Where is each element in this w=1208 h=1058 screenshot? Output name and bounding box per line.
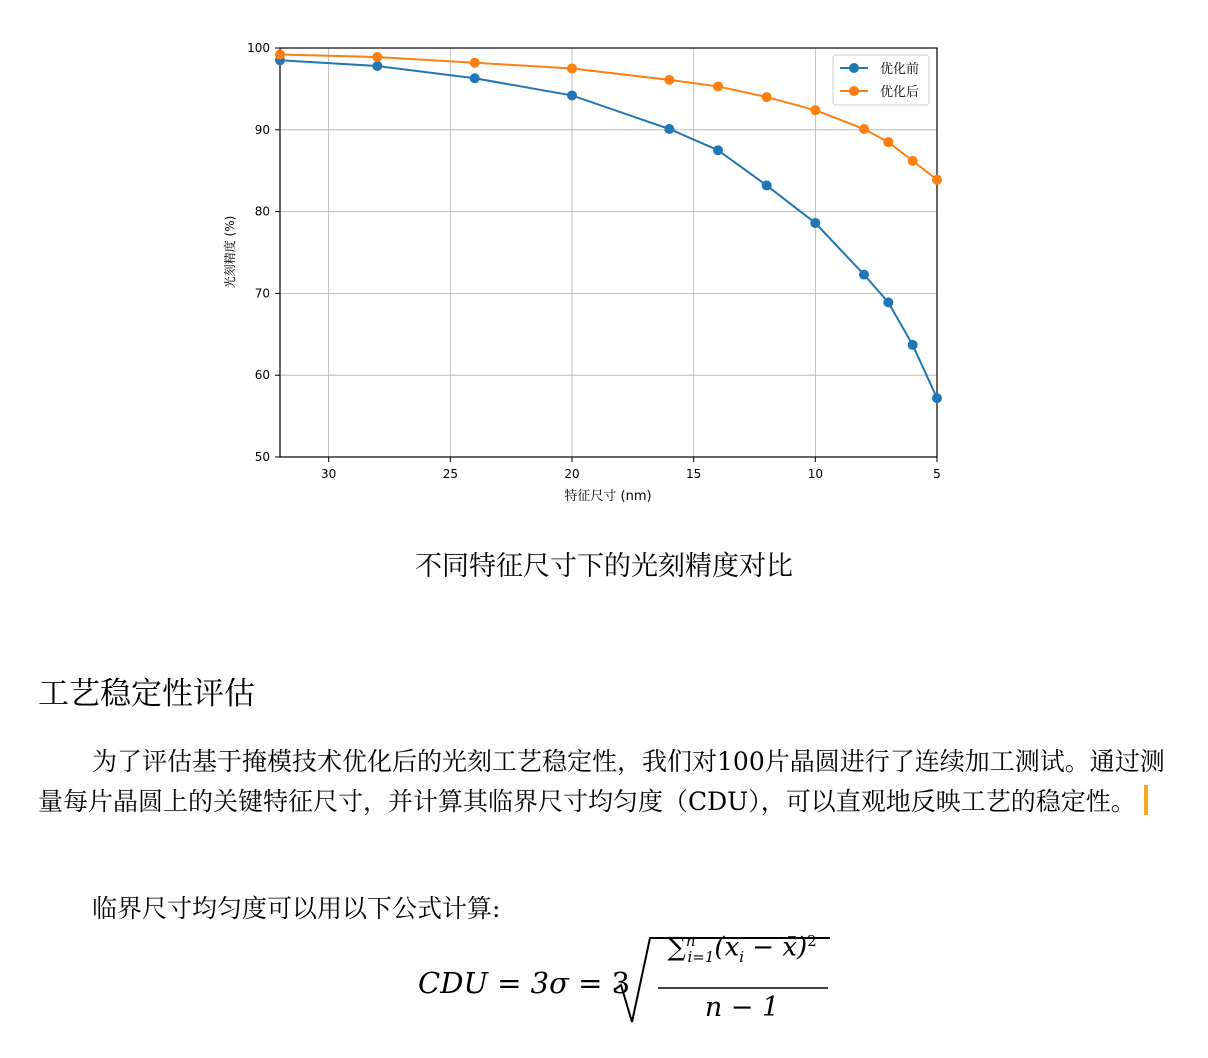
plot-area	[280, 48, 937, 457]
y-tick-label: 90	[254, 122, 270, 137]
paragraph-stability	[38, 742, 1170, 822]
data-point	[762, 180, 772, 190]
data-point	[883, 137, 893, 147]
y-axis-label: 光刻精度 (%)	[223, 215, 237, 289]
legend-label: 优化前	[880, 62, 920, 77]
section-heading: 工艺稳定性评估	[38, 675, 255, 712]
x-tick-label: 5	[933, 467, 941, 481]
x-tick-label: 30	[321, 467, 337, 481]
data-point	[372, 52, 382, 62]
formula-denominator: n − 1	[704, 992, 780, 1023]
legend-marker	[849, 86, 859, 96]
legend-label: 优化后	[880, 85, 920, 100]
sum-lower: i=1	[687, 947, 715, 966]
data-point	[470, 73, 480, 83]
data-point	[932, 393, 942, 403]
text-cursor	[1144, 785, 1148, 815]
data-point	[810, 105, 820, 115]
term-open: (x	[714, 932, 740, 963]
y-tick-label: 100	[247, 41, 270, 55]
data-point	[567, 90, 577, 100]
data-point	[932, 175, 942, 185]
x-tick-label: 10	[807, 467, 823, 481]
accuracy-line-chart	[0, 0, 1208, 520]
formula-equals-1: =	[487, 966, 531, 1000]
data-point	[713, 81, 723, 91]
paragraph-formula-intro: 临界尺寸均匀度可以用以下公式计算:	[92, 894, 501, 923]
formula-numerator	[658, 932, 826, 966]
formula-cdu: CDU	[418, 966, 488, 1000]
data-point	[567, 63, 577, 73]
y-tick-label: 60	[254, 368, 270, 383]
formula-three-sigma: 3σ	[530, 966, 569, 1000]
formula-equals-3: = 3	[568, 966, 631, 1000]
term-rest: − x̄)	[744, 932, 808, 963]
y-tick-label: 80	[254, 204, 270, 219]
x-tick-label: 20	[564, 467, 580, 481]
paragraph-stability-text: 为了评估基于掩模技术优化后的光刻工艺稳定性，我们对100片晶圆进行了连续加工测试。通过测量每片晶圆上的关键特征尺寸，并计算其临界尺寸均匀度（CDU），可以直观地反映工艺的稳定性。	[38, 747, 1165, 816]
x-axis	[321, 457, 941, 481]
data-point	[883, 297, 893, 307]
term-sub: i	[739, 947, 745, 966]
data-point	[859, 270, 869, 280]
x-tick-label: 25	[442, 467, 458, 481]
x-axis-label: 特征尺寸 (nm)	[564, 489, 652, 504]
legend-marker	[849, 63, 859, 73]
term-power: 2	[807, 932, 817, 950]
data-point	[908, 156, 918, 166]
legend	[833, 55, 929, 105]
figure-caption: 不同特征尺寸下的光刻精度对比	[415, 551, 793, 582]
y-axis	[247, 41, 280, 464]
data-point	[908, 340, 918, 350]
data-point	[372, 61, 382, 71]
y-tick-label: 70	[254, 286, 270, 301]
data-point	[275, 50, 285, 60]
data-point	[664, 75, 674, 85]
x-tick-label: 15	[686, 467, 702, 481]
data-point	[470, 58, 480, 68]
sum-upper: n	[685, 932, 696, 950]
sum-symbol: ∑	[667, 932, 686, 963]
data-point	[762, 92, 772, 102]
data-point	[664, 124, 674, 134]
data-point	[859, 124, 869, 134]
data-point	[713, 145, 723, 155]
y-tick-label: 50	[254, 450, 270, 464]
data-point	[810, 218, 820, 228]
